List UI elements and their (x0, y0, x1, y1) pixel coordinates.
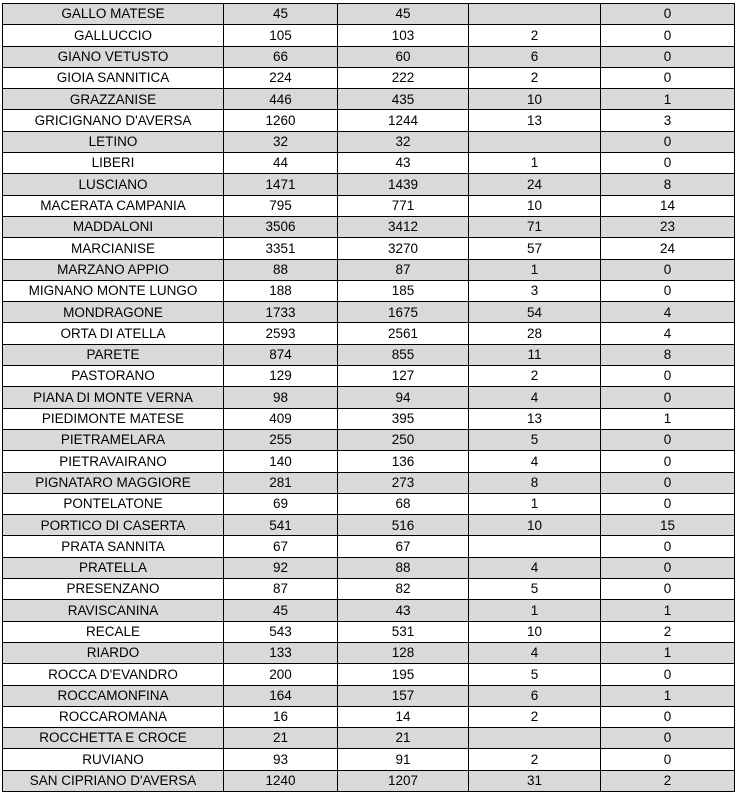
value-col-3-cell: 11 (469, 344, 601, 365)
municipality-name-cell: LETINO (3, 131, 224, 152)
value-col-4-cell: 1 (601, 89, 735, 110)
value-col-2-cell: 82 (338, 579, 469, 600)
value-col-3-cell: 2 (469, 25, 601, 46)
value-col-2-cell: 45 (338, 4, 469, 25)
value-col-1-cell: 3506 (224, 216, 338, 237)
value-col-2-cell: 1439 (338, 174, 469, 195)
municipality-name-cell: LIBERI (3, 153, 224, 174)
table-row (3, 408, 735, 429)
municipality-name-cell: RECALE (3, 621, 224, 642)
value-col-4-cell: 2 (601, 621, 735, 642)
value-col-4-cell: 0 (601, 493, 735, 514)
value-col-3-cell: 2 (469, 366, 601, 387)
value-col-2-cell: 67 (338, 536, 469, 557)
value-col-2-cell: 127 (338, 366, 469, 387)
table-row (3, 600, 735, 621)
value-col-4-cell: 3 (601, 110, 735, 131)
value-col-2-cell: 516 (338, 515, 469, 536)
table-row (3, 25, 735, 46)
municipality-name-cell: GIANO VETUSTO (3, 46, 224, 67)
value-col-2-cell: 771 (338, 195, 469, 216)
value-col-1-cell: 541 (224, 515, 338, 536)
value-col-1-cell: 164 (224, 685, 338, 706)
value-col-3-cell: 10 (469, 621, 601, 642)
table-row (3, 706, 735, 727)
table-row (3, 387, 735, 408)
municipality-name-cell: PIANA DI MONTE VERNA (3, 387, 224, 408)
value-col-1-cell: 1240 (224, 770, 338, 791)
value-col-3-cell: 1 (469, 153, 601, 174)
value-col-4-cell: 1 (601, 685, 735, 706)
value-col-3-cell: 31 (469, 770, 601, 791)
value-col-2-cell: 32 (338, 131, 469, 152)
value-col-2-cell: 1207 (338, 770, 469, 791)
table-row (3, 664, 735, 685)
municipality-name-cell: ROCCA D'EVANDRO (3, 664, 224, 685)
value-col-4-cell: 0 (601, 557, 735, 578)
table-row (3, 89, 735, 110)
table-row (3, 344, 735, 365)
table-row (3, 238, 735, 259)
value-col-2-cell: 222 (338, 67, 469, 88)
municipality-name-cell: ROCCAROMANA (3, 706, 224, 727)
value-col-2-cell: 1675 (338, 302, 469, 323)
value-col-3-cell: 4 (469, 387, 601, 408)
value-col-4-cell: 0 (601, 46, 735, 67)
municipality-name-cell: PIGNATARO MAGGIORE (3, 472, 224, 493)
value-col-4-cell: 2 (601, 770, 735, 791)
value-col-1-cell: 874 (224, 344, 338, 365)
value-col-3-cell: 6 (469, 46, 601, 67)
table-row (3, 749, 735, 770)
municipality-name-cell: PORTICO DI CASERTA (3, 515, 224, 536)
municipality-name-cell: GRAZZANISE (3, 89, 224, 110)
municipality-name-cell: MARCIANISE (3, 238, 224, 259)
value-col-1-cell: 200 (224, 664, 338, 685)
value-col-1-cell: 98 (224, 387, 338, 408)
value-col-1-cell: 281 (224, 472, 338, 493)
value-col-3-cell: 24 (469, 174, 601, 195)
value-col-4-cell: 24 (601, 238, 735, 259)
table-row (3, 472, 735, 493)
table-row (3, 46, 735, 67)
table-row (3, 515, 735, 536)
value-col-4-cell: 0 (601, 706, 735, 727)
value-col-4-cell: 8 (601, 174, 735, 195)
value-col-4-cell: 0 (601, 728, 735, 749)
value-col-3-cell: 2 (469, 706, 601, 727)
value-col-3-cell: 4 (469, 557, 601, 578)
municipality-name-cell: PONTELATONE (3, 493, 224, 514)
table-row (3, 195, 735, 216)
value-col-3-cell: 2 (469, 749, 601, 770)
municipality-name-cell: RAVISCANINA (3, 600, 224, 621)
table-row (3, 67, 735, 88)
value-col-3-cell: 4 (469, 642, 601, 663)
value-col-4-cell: 0 (601, 4, 735, 25)
value-col-3-cell: 54 (469, 302, 601, 323)
value-col-1-cell: 795 (224, 195, 338, 216)
value-col-2-cell: 3412 (338, 216, 469, 237)
value-col-1-cell: 93 (224, 749, 338, 770)
value-col-1-cell: 92 (224, 557, 338, 578)
table-row (3, 323, 735, 344)
value-col-4-cell: 0 (601, 451, 735, 472)
value-col-2-cell: 94 (338, 387, 469, 408)
municipality-name-cell: ORTA DI ATELLA (3, 323, 224, 344)
value-col-3-cell: 5 (469, 579, 601, 600)
value-col-2-cell: 88 (338, 557, 469, 578)
value-col-4-cell: 1 (601, 408, 735, 429)
value-col-1-cell: 66 (224, 46, 338, 67)
table-row (3, 493, 735, 514)
value-col-2-cell: 3270 (338, 238, 469, 259)
value-col-2-cell: 1244 (338, 110, 469, 131)
value-col-2-cell: 395 (338, 408, 469, 429)
value-col-4-cell: 0 (601, 153, 735, 174)
value-col-3-cell (469, 131, 601, 152)
value-col-4-cell: 4 (601, 323, 735, 344)
municipality-name-cell: ROCCAMONFINA (3, 685, 224, 706)
value-col-4-cell: 0 (601, 25, 735, 46)
table-row (3, 642, 735, 663)
municipality-data-table (2, 3, 735, 792)
value-col-2-cell: 157 (338, 685, 469, 706)
municipality-name-cell: PASTORANO (3, 366, 224, 387)
value-col-3-cell: 6 (469, 685, 601, 706)
value-col-4-cell: 23 (601, 216, 735, 237)
value-col-1-cell: 88 (224, 259, 338, 280)
table-row (3, 579, 735, 600)
value-col-4-cell: 0 (601, 536, 735, 557)
municipality-name-cell: PRATELLA (3, 557, 224, 578)
municipality-name-cell: PIETRAVAIRANO (3, 451, 224, 472)
value-col-2-cell: 2561 (338, 323, 469, 344)
table-row (3, 153, 735, 174)
municipality-name-cell: SAN CIPRIANO D'AVERSA (3, 770, 224, 791)
value-col-1-cell: 45 (224, 4, 338, 25)
table-row (3, 451, 735, 472)
value-col-3-cell: 1 (469, 259, 601, 280)
value-col-3-cell: 1 (469, 600, 601, 621)
value-col-1-cell: 69 (224, 493, 338, 514)
municipality-name-cell: ROCCHETTA E CROCE (3, 728, 224, 749)
value-col-1-cell: 32 (224, 131, 338, 152)
value-col-1-cell: 1733 (224, 302, 338, 323)
value-col-3-cell: 10 (469, 515, 601, 536)
table-row (3, 536, 735, 557)
municipality-name-cell: MACERATA CAMPANIA (3, 195, 224, 216)
value-col-4-cell: 15 (601, 515, 735, 536)
value-col-4-cell: 0 (601, 579, 735, 600)
value-col-3-cell: 10 (469, 89, 601, 110)
value-col-1-cell: 255 (224, 429, 338, 450)
value-col-4-cell: 1 (601, 642, 735, 663)
value-col-4-cell: 8 (601, 344, 735, 365)
value-col-3-cell (469, 4, 601, 25)
value-col-2-cell: 43 (338, 600, 469, 621)
table-row (3, 280, 735, 301)
municipality-name-cell: PARETE (3, 344, 224, 365)
municipality-name-cell: LUSCIANO (3, 174, 224, 195)
value-col-2-cell: 60 (338, 46, 469, 67)
value-col-2-cell: 531 (338, 621, 469, 642)
value-col-3-cell: 3 (469, 280, 601, 301)
value-col-2-cell: 87 (338, 259, 469, 280)
table-row (3, 621, 735, 642)
value-col-4-cell: 0 (601, 280, 735, 301)
municipality-name-cell: MARZANO APPIO (3, 259, 224, 280)
value-col-2-cell: 250 (338, 429, 469, 450)
table-row (3, 557, 735, 578)
value-col-4-cell: 0 (601, 259, 735, 280)
value-col-2-cell: 185 (338, 280, 469, 301)
value-col-3-cell: 2 (469, 67, 601, 88)
municipality-name-cell: GALLUCCIO (3, 25, 224, 46)
value-col-2-cell: 435 (338, 89, 469, 110)
value-col-4-cell: 0 (601, 67, 735, 88)
value-col-4-cell: 0 (601, 366, 735, 387)
value-col-4-cell: 0 (601, 472, 735, 493)
table-row (3, 216, 735, 237)
value-col-3-cell: 13 (469, 408, 601, 429)
value-col-3-cell: 71 (469, 216, 601, 237)
value-col-1-cell: 45 (224, 600, 338, 621)
municipality-name-cell: PIEDIMONTE MATESE (3, 408, 224, 429)
value-col-1-cell: 1471 (224, 174, 338, 195)
value-col-4-cell: 14 (601, 195, 735, 216)
value-col-1-cell: 188 (224, 280, 338, 301)
value-col-1-cell: 1260 (224, 110, 338, 131)
municipality-name-cell: MADDALONI (3, 216, 224, 237)
value-col-3-cell (469, 728, 601, 749)
value-col-2-cell: 195 (338, 664, 469, 685)
value-col-1-cell: 21 (224, 728, 338, 749)
value-col-4-cell: 1 (601, 600, 735, 621)
municipality-name-cell: MONDRAGONE (3, 302, 224, 323)
value-col-1-cell: 16 (224, 706, 338, 727)
value-col-1-cell: 129 (224, 366, 338, 387)
value-col-3-cell: 5 (469, 664, 601, 685)
value-col-1-cell: 133 (224, 642, 338, 663)
value-col-2-cell: 128 (338, 642, 469, 663)
value-col-4-cell: 0 (601, 429, 735, 450)
value-col-2-cell: 21 (338, 728, 469, 749)
value-col-2-cell: 273 (338, 472, 469, 493)
value-col-1-cell: 105 (224, 25, 338, 46)
value-col-2-cell: 855 (338, 344, 469, 365)
municipality-name-cell: RUVIANO (3, 749, 224, 770)
value-col-2-cell: 136 (338, 451, 469, 472)
value-col-4-cell: 0 (601, 749, 735, 770)
municipality-name-cell: PRESENZANO (3, 579, 224, 600)
value-col-4-cell: 0 (601, 131, 735, 152)
value-col-3-cell: 28 (469, 323, 601, 344)
value-col-3-cell: 5 (469, 429, 601, 450)
value-col-3-cell: 13 (469, 110, 601, 131)
value-col-1-cell: 543 (224, 621, 338, 642)
value-col-1-cell: 3351 (224, 238, 338, 259)
municipality-name-cell: GRICIGNANO D'AVERSA (3, 110, 224, 131)
value-col-2-cell: 103 (338, 25, 469, 46)
table-row (3, 131, 735, 152)
value-col-4-cell: 4 (601, 302, 735, 323)
table-row (3, 685, 735, 706)
value-col-1-cell: 87 (224, 579, 338, 600)
municipality-name-cell: RIARDO (3, 642, 224, 663)
municipality-name-cell: PIETRAMELARA (3, 429, 224, 450)
value-col-1-cell: 409 (224, 408, 338, 429)
value-col-1-cell: 140 (224, 451, 338, 472)
value-col-1-cell: 67 (224, 536, 338, 557)
value-col-2-cell: 43 (338, 153, 469, 174)
table-body (3, 4, 735, 792)
municipality-name-cell: GIOIA SANNITICA (3, 67, 224, 88)
table-row (3, 770, 735, 791)
table-row (3, 110, 735, 131)
value-col-3-cell: 8 (469, 472, 601, 493)
value-col-3-cell: 10 (469, 195, 601, 216)
table-row (3, 302, 735, 323)
value-col-1-cell: 224 (224, 67, 338, 88)
value-col-2-cell: 68 (338, 493, 469, 514)
value-col-3-cell: 57 (469, 238, 601, 259)
value-col-3-cell: 4 (469, 451, 601, 472)
municipality-name-cell: GALLO MATESE (3, 4, 224, 25)
value-col-3-cell (469, 536, 601, 557)
table-row (3, 4, 735, 25)
municipality-name-cell: MIGNANO MONTE LUNGO (3, 280, 224, 301)
value-col-2-cell: 14 (338, 706, 469, 727)
value-col-4-cell: 0 (601, 387, 735, 408)
table-row (3, 259, 735, 280)
table-row (3, 366, 735, 387)
table-row (3, 429, 735, 450)
value-col-4-cell: 0 (601, 664, 735, 685)
table-row (3, 728, 735, 749)
value-col-1-cell: 44 (224, 153, 338, 174)
value-col-1-cell: 2593 (224, 323, 338, 344)
municipality-name-cell: PRATA SANNITA (3, 536, 224, 557)
value-col-2-cell: 91 (338, 749, 469, 770)
value-col-3-cell: 1 (469, 493, 601, 514)
value-col-1-cell: 446 (224, 89, 338, 110)
table-row (3, 174, 735, 195)
